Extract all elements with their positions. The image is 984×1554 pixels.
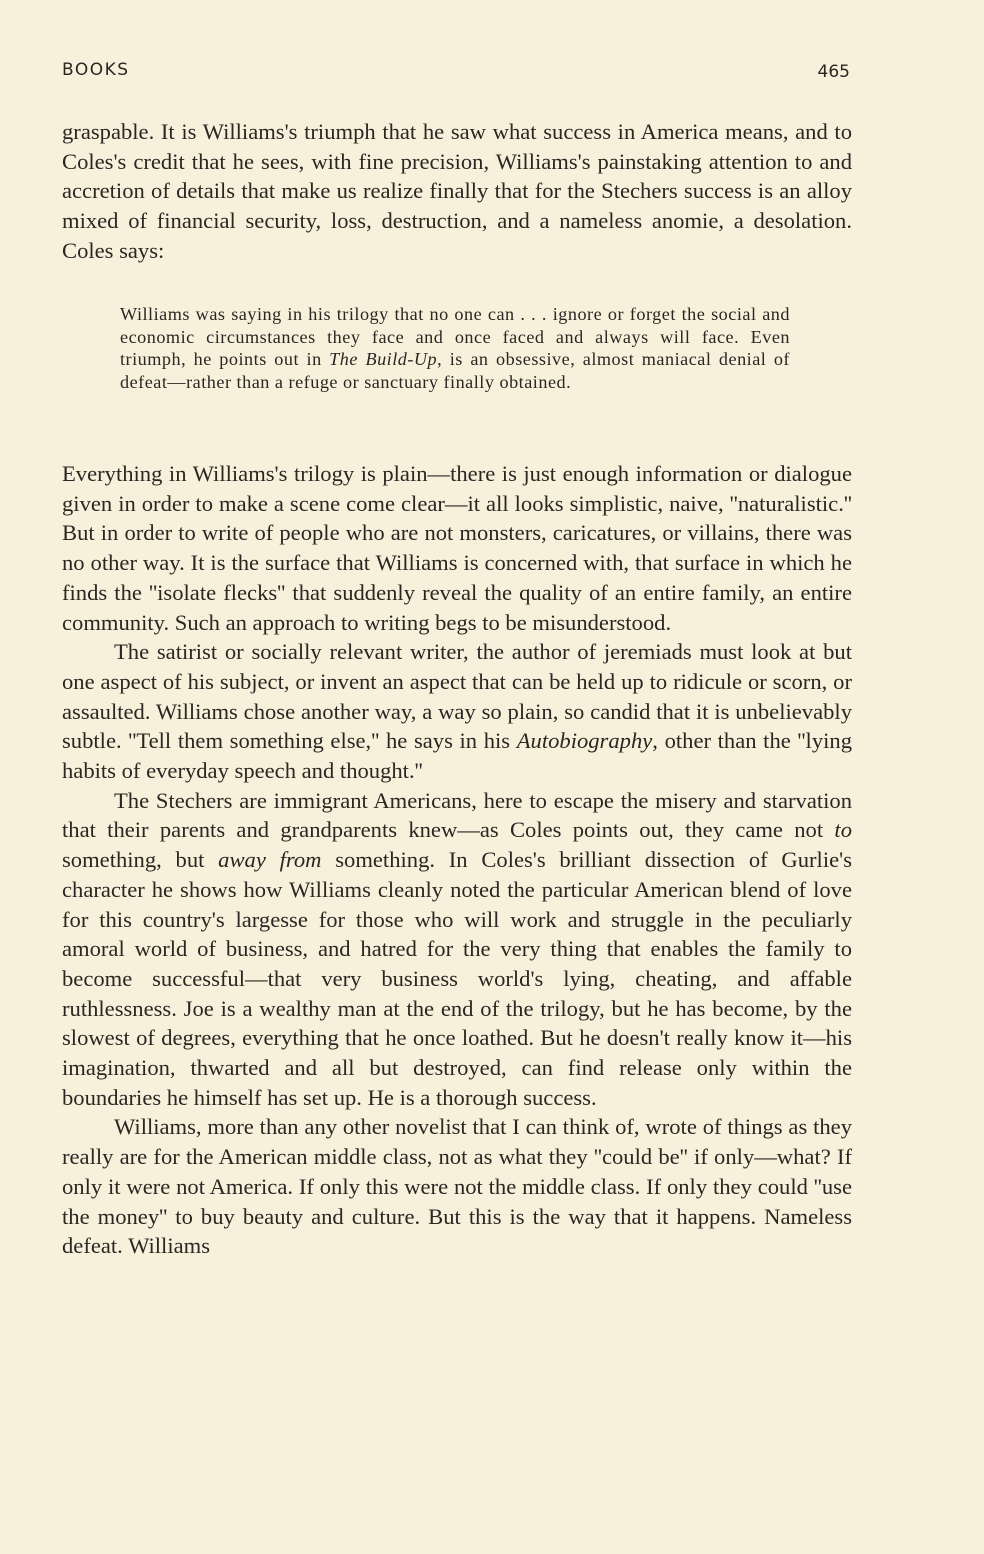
paragraph-4-emphasis-2: away from: [218, 847, 322, 873]
quote-text-after: , is an obsessive, almost maniacal denial of defeat—rather than a refuge or sanctuary finally obtained.: [120, 349, 790, 392]
paragraph-5: Williams, more than any other novelist that I can think of, wrote of things as they really are for the American middle class, not as what they ''could be'' if only—what? If only it were not America. If only this were not the middle class. If only they could ''use the money'' to buy beauty and culture. But this is the way that it happens. Nameless defeat. Williams: [62, 1114, 852, 1259]
paragraph-3: [62, 637, 852, 786]
quote-text-before: Williams was saying in his trilogy that no one can . . . ignore or forget the social and economic circumstances they face and once faced and always will face. Even triumph, he points out in: [120, 304, 790, 369]
paragraph-3-before: The satirist or socially relevant writer, the author of jeremiads must look at but one aspect of his subject, or invent an aspect that can be held up to ridicule or scorn, or assaulted. Williams chose another way, a way so plain, so candid that it is unbelievably subtle. ''Tell them something else,'' he says in his: [62, 639, 852, 754]
paragraph-4-part-a: The Stechers are immigrant Americans, here to escape the misery and starvation that their parents and grandparents knew—as Coles points out, they came not: [62, 787, 852, 843]
running-head: BOOKS: [62, 60, 130, 80]
block-quote: [120, 303, 790, 393]
paragraph-4: [62, 786, 852, 1113]
quote-book-title: The Build-Up: [329, 349, 438, 369]
body-text: [62, 459, 852, 1261]
paragraph-2: Everything in Williams's trilogy is plain—there is just enough information or dialogue given in order to make a scene come clear—it all looks simplistic, naive, ''naturalistic.'' But in order to write of people who are not monsters, caricatures, or villains, there was no other way. It is the surface that Williams is concerned with, that surface in which he finds the ''isolate flecks'' that suddenly reveal the quality of an entire family, an entire community. Such an approach to writing begs to be misunderstood.: [62, 461, 852, 635]
paragraph-3-book-title: Autobiography: [516, 728, 653, 754]
paragraph-1: graspable. It is Williams's triumph that he saw what success in America means, and to Coles's credit that he sees, with fine precision, Williams's painstaking attention to and accretion of details that make us realize finally that for the Stechers success is an alloy mixed of financial security, loss, destruction, and a nameless anomie, a desolation. Coles says:: [62, 119, 852, 263]
paragraph-3-after: , other than the ''lying habits of everyday speech and thought.'': [62, 728, 852, 784]
paragraph-4-emphasis-1: to: [834, 817, 852, 843]
paragraph-4-part-b: something, but: [62, 847, 219, 873]
page-number: 465: [817, 62, 850, 82]
paragraph-4-part-c: something. In Coles's brilliant dissection of Gurlie's character he shows how Williams cleanly noted the particular American blend of love for this country's largesse for those who will work and struggle in the peculiarly amoral world of business, and hatred for the very thing that enables the family to become successful—that very business world's lying, cheating, and affable ruthlessness. Joe is a wealthy man at the end of the trilogy, but he has become, by the slowest of degrees, everything that he once loathed. But he doesn't really know it—his imagination, thwarted and all but destroyed, can find release only within the boundaries he himself has set up. He is a thorough success.: [62, 847, 852, 1110]
